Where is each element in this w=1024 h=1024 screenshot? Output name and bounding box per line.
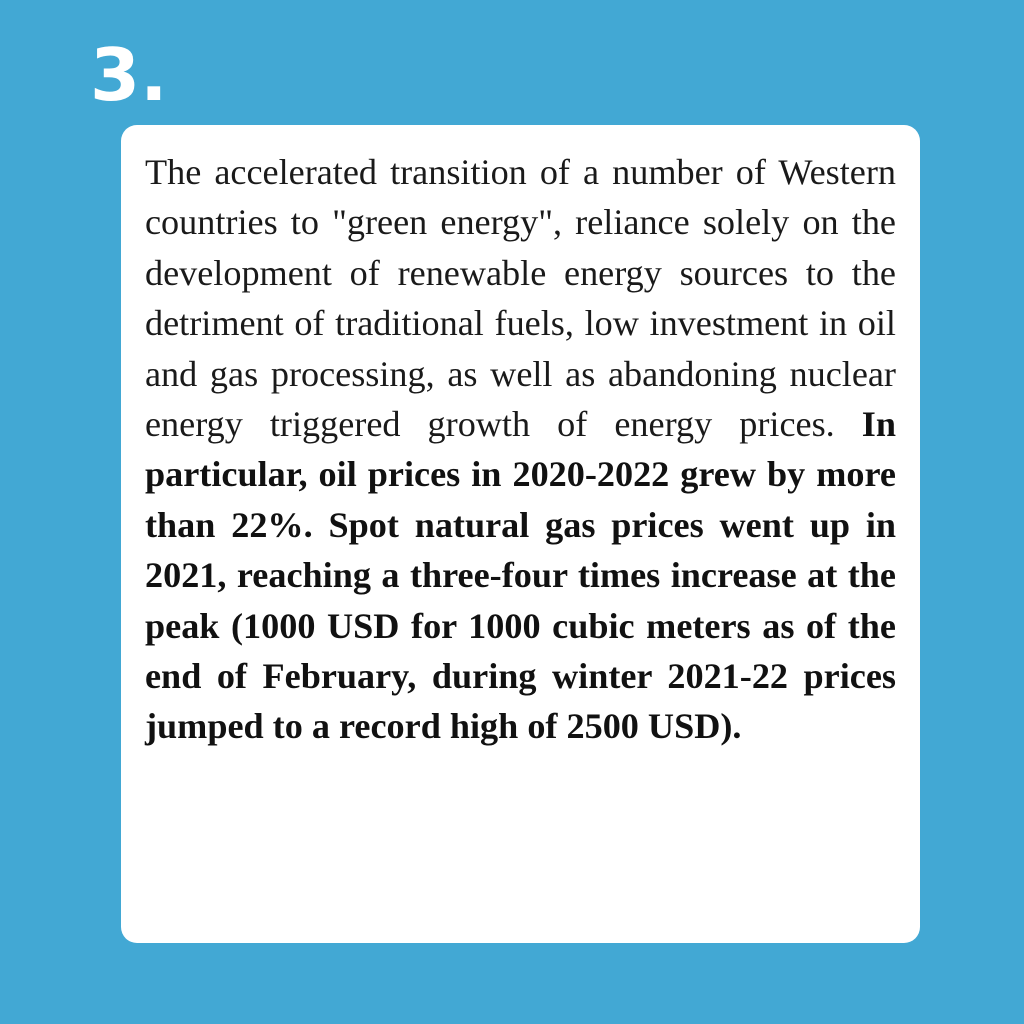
intro-text: The accelerated transition of a number of Western countries to "green energy", reliance solely on the development of renewable energy sources to the detriment of traditional fuels, low investment in oil and gas processing, as well as abandoning nuclear energy triggered growth of energy prices.	[145, 152, 896, 445]
text-card	[121, 125, 920, 943]
slide-number: 3.	[90, 33, 168, 117]
emphasized-text: In particular, oil prices in 2020-2022 grew by more than 22%. Spot natural gas prices went up in 2021, reaching a three-four times increase at the peak (1000 USD for 1000 cubic meters as of the end of February, during winter 2021-22 prices jumped to a record high of 2500 USD).	[145, 404, 896, 747]
body-paragraph	[145, 147, 896, 752]
